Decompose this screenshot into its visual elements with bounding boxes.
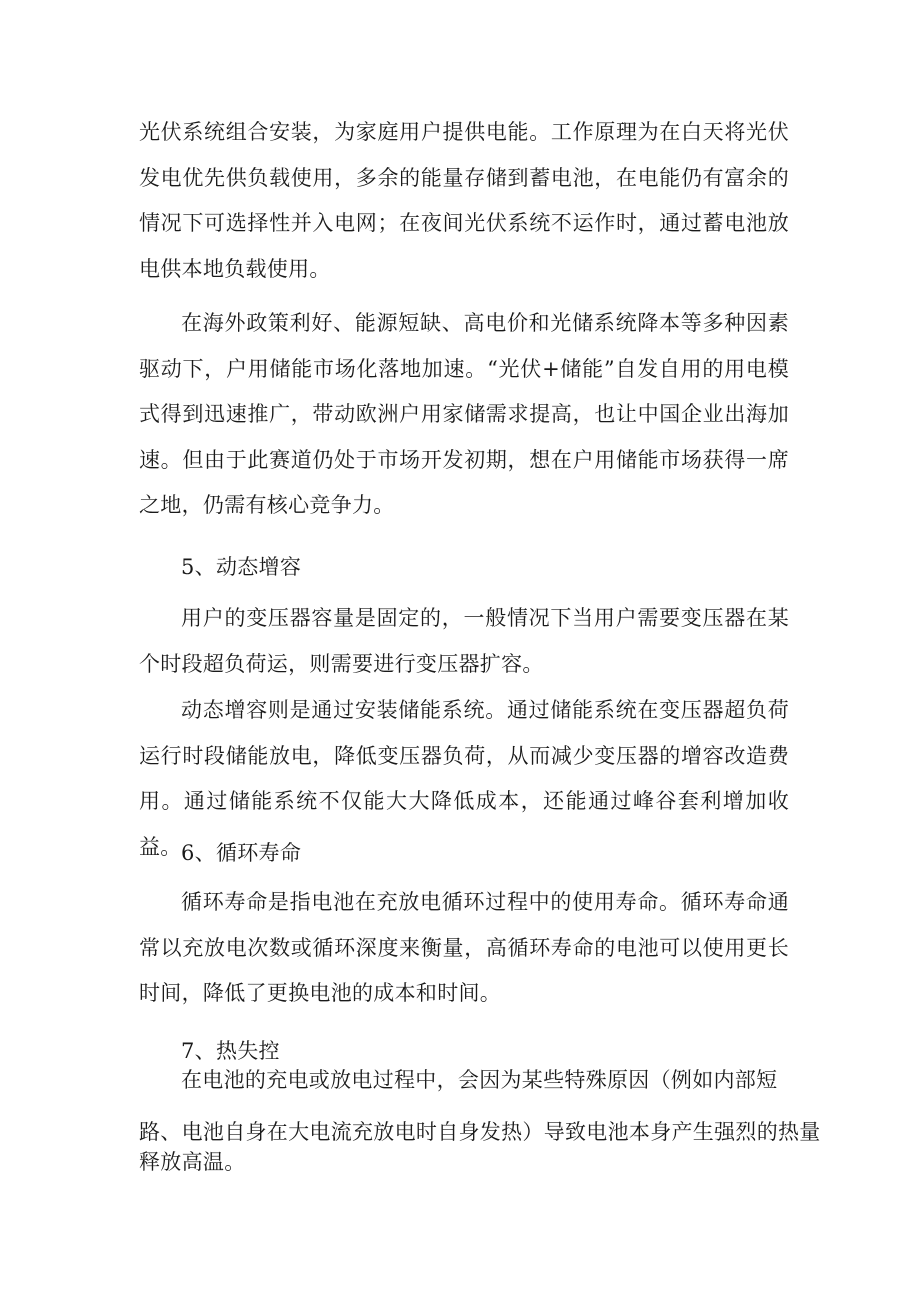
paragraph-thermal-line-1: 在电池的充电或放电过程中，会因为某些特殊原因（例如内部短 [181, 1068, 778, 1092]
paragraph-transformer-capacity: 用户的变压器容量是固定的，一般情况下当用户需要变压器在某个时段超负荷运，则需要进行变压器扩容。 [139, 606, 789, 676]
heading-thermal-runaway: 7、热失控 [181, 1039, 280, 1063]
paragraph-cycle-life: 循环寿命是指电池在充放电循环过程中的使用寿命。循环寿命通常以充放电次数或循环深度来衡量，高循环寿命的电池可以使用更长时间，降低了更换电池的成本和时间。 [139, 890, 789, 1005]
paragraph-pv-system: 光伏系统组合安装，为家庭用户提供电能。工作原理为在白天将光伏发电优先供负载使用，多余的能量存储到蓄电池，在电能仍有富余的情况下可选择性并入电网；在夜间光伏系统不运作时，通过蓄电池放电供本地负载使用。 [139, 120, 789, 281]
paragraph-dynamic-expansion: 动态增容则是通过安装储能系统。通过储能系统在变压器超负荷运行时段储能放电，降低变压器负荷，从而减少变压器的增容改造费用。通过储能系统不仅能大大降低成本，还能通过峰谷套利增加收益。 [139, 698, 789, 859]
paragraph-thermal-line-2: 路、电池自身在大电流充放电时自身发热）导致电池本身产生强烈的热量 [139, 1120, 821, 1144]
paragraph-household-storage: 在海外政策利好、能源短缺、高电价和光储系统降本等多种因素驱动下，户用储能市场化落地加速。“光伏+储能”自发自用的用电模式得到迅速推广，带动欧洲户用家储需求提高，也让中国企业出海加速。但由于此赛道仍处于市场开发初期，想在户用储能市场获得一席之地，仍需有核心竞争力。 [139, 311, 789, 517]
heading-dynamic-capacity: 5、动态增容 [181, 555, 302, 579]
paragraph-thermal-line-3: 释放高温。 [139, 1150, 246, 1174]
heading-cycle-life: 6、循环寿命 [181, 841, 302, 865]
